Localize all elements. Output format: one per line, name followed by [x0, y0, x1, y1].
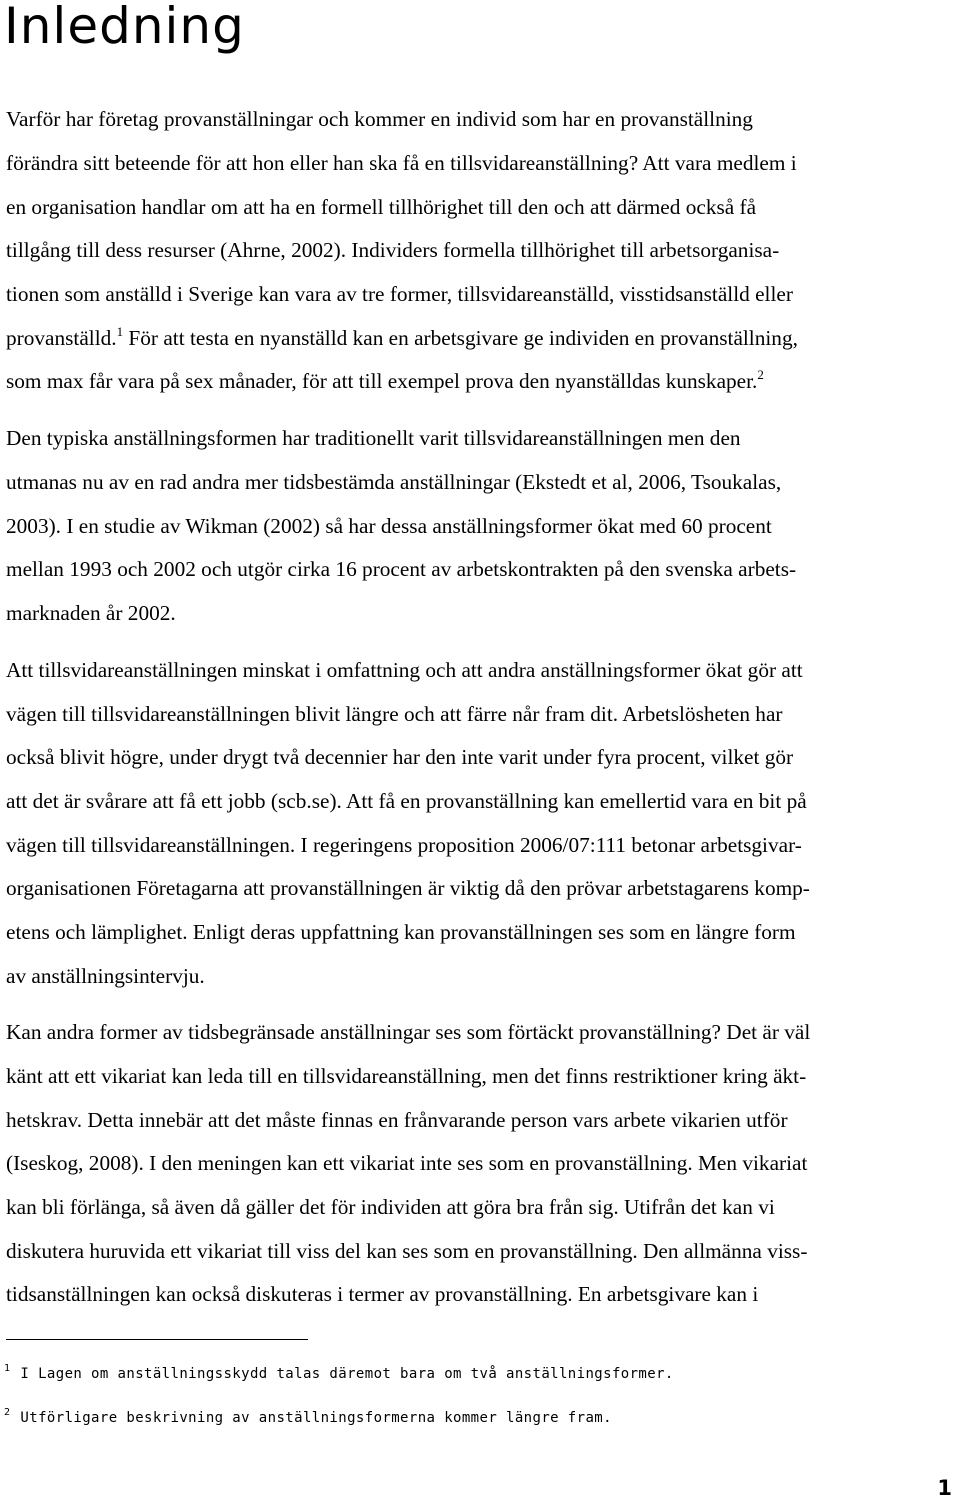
- body-line: [6, 192, 956, 222]
- body-line: [6, 873, 956, 903]
- body-line: [6, 1061, 956, 1091]
- body-line: [6, 366, 956, 396]
- body-line: [6, 104, 956, 134]
- footnote-number: 1: [4, 1363, 11, 1374]
- line-text: Varför har företag provanställningar och kommer en individ som har en provanställning: [6, 107, 753, 131]
- line-text: hetskrav. Detta innebär att det måste finnas en frånvarande person vars arbete vikarien utför: [6, 1108, 788, 1132]
- line-text: etens och lämplighet. Enligt deras uppfattning kan provanställningen ses som en längre form: [6, 920, 796, 944]
- body-line: [6, 1105, 956, 1135]
- footnote-text: I Lagen om anställningsskydd talas däremot bara om två anställningsformer.: [20, 1366, 674, 1382]
- line-text: förändra sitt beteende för att hon eller han ska få en tillsvidareanställning? Att vara medlem i: [6, 151, 797, 175]
- footnote-ref[interactable]: 1: [116, 324, 124, 339]
- body-line: [6, 235, 956, 265]
- line-text: vägen till tillsvidareanställningen. I regeringens proposition 2006/07:111 betonar arbetsgivar-: [6, 833, 802, 857]
- line-text: som max får vara på sex månader, för att till exempel prova den nyanställdas kunskaper.: [6, 369, 758, 393]
- line-text: tionen som anställd i Sverige kan vara av tre former, tillsvidareanställd, visstidsanställd eller: [6, 282, 793, 306]
- body-line: [6, 1017, 956, 1047]
- body-line: [6, 148, 956, 178]
- body-line: [6, 1148, 956, 1178]
- line-text: (Iseskog, 2008). I den meningen kan ett vikariat inte ses som en provanställning. Men vikariat: [6, 1151, 808, 1175]
- body-line: [6, 1236, 956, 1266]
- body-line: [6, 1192, 956, 1222]
- line-text: utmanas nu av en rad andra mer tidsbestämda anställningar (Ekstedt et al, 2006, Tsoukalas,: [6, 470, 782, 494]
- page-heading: Inledning: [4, 0, 245, 55]
- line-text: tillgång till dess resurser (Ahrne, 2002). Individers formella tillhörighet till arbetsorganisa-: [6, 238, 780, 262]
- body-line: [6, 1279, 956, 1309]
- line-text: av anställningsintervju.: [6, 964, 205, 988]
- line-text: Kan andra former av tidsbegränsade anställningar ses som förtäckt provanställning? Det är väl: [6, 1020, 811, 1044]
- body-line: [6, 961, 956, 991]
- body-line: [6, 655, 956, 685]
- line-text: provanställd.: [6, 326, 117, 350]
- body-line: [6, 742, 956, 772]
- line-text: Den typiska anställningsformen har traditionellt varit tillsvidareanställningen men den: [6, 426, 741, 450]
- line-text: att det är svårare att få ett jobb (scb.se). Att få en provanställning kan emellertid vara en bit på: [6, 789, 807, 813]
- line-text: känt att ett vikariat kan leda till en tillsvidareanställning, men det finns restriktioner kring äkt-: [6, 1064, 807, 1088]
- line-text: tidsanställningen kan också diskuteras i termer av provanställning. En arbetsgivare kan i: [6, 1282, 759, 1306]
- footnote-number: 2: [4, 1407, 11, 1418]
- line-text: marknaden år 2002.: [6, 601, 176, 625]
- body-line: [6, 323, 956, 353]
- footnote-ref[interactable]: 2: [757, 367, 764, 382]
- line-text: vägen till tillsvidareanställningen blivit längre och att färre når fram dit. Arbetslösheten har: [6, 702, 783, 726]
- page-number: 1: [937, 1476, 952, 1500]
- line-text: mellan 1993 och 2002 och utgör cirka 16 procent av arbetskontrakten på den svenska arbets-: [6, 557, 797, 581]
- body-line: [6, 830, 956, 860]
- body-line: [6, 598, 956, 628]
- body-line: [6, 554, 956, 584]
- body-line: [6, 786, 956, 816]
- body-line: [6, 467, 956, 497]
- body-line: [6, 917, 956, 947]
- line-text: en organisation handlar om att ha en formell tillhörighet till den och att därmed också få: [6, 195, 757, 219]
- line-text: också blivit högre, under drygt två decennier har den inte varit under fyra procent, vilket gör: [6, 745, 794, 769]
- footnote-divider: [6, 1339, 308, 1340]
- footnote-text: Utförligare beskrivning av anställningsformerna kommer längre fram.: [20, 1410, 612, 1426]
- line-text: diskutera huruvida ett vikariat till viss del kan ses som en provanställning. Den allmänna viss-: [6, 1239, 808, 1263]
- body-line: [6, 423, 956, 453]
- line-text: organisationen Företagarna att provanställningen är viktig då den prövar arbetstagarens komp-: [6, 876, 810, 900]
- line-text: 2003). I en studie av Wikman (2002) så har dessa anställningsformer ökat med 60 procent: [6, 514, 772, 538]
- footnote: [4, 1408, 612, 1428]
- body-line: [6, 699, 956, 729]
- body-line: [6, 279, 956, 309]
- footnote: [4, 1364, 674, 1384]
- line-text: För att testa en nyanställd kan en arbetsgivare ge individen en provanställning,: [123, 326, 798, 350]
- body-line: [6, 511, 956, 541]
- line-text: kan bli förlänga, så även då gäller det för individen att göra bra från sig. Utifrån det kan vi: [6, 1195, 775, 1219]
- line-text: Att tillsvidareanställningen minskat i omfattning och att andra anställningsformer ökat gör att: [6, 658, 803, 682]
